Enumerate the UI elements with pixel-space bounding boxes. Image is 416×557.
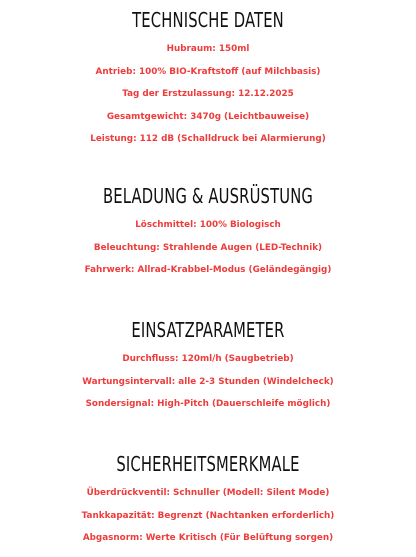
spec-line: Tankkapazität: Begrenzt (Nachtanken erforderlich) xyxy=(81,510,335,521)
spec-line: Fahrwerk: Allrad-Krabbel-Modus (Geländegängig) xyxy=(84,265,332,276)
spec-line: Hubraum: 150ml xyxy=(166,44,250,54)
spec-line: Tag der Erstzulassung: 12.12.2025 xyxy=(122,89,294,100)
spec-line: Beleuchtung: Strahlende Augen (LED-Technik) xyxy=(93,242,323,253)
section-sicherheitsmerkmale xyxy=(0,452,416,550)
spec-line: Durchfluss: 120ml/h (Saugbetrieb) xyxy=(122,354,294,364)
spec-line: Gesamtgewicht: 3470g (Leichtbauweise) xyxy=(106,111,310,122)
section-beladung-ausruestung xyxy=(0,184,416,282)
spec-line: Abgasnorm: Werte Kritisch (Für Belüftung sorgen) xyxy=(82,533,334,544)
spec-line: Löschmittel: 100% Biologisch xyxy=(135,220,281,230)
section-heading: BELADUNG & AUSRÜSTUNG xyxy=(102,184,314,208)
spec-line: Sondersignal: High-Pitch (Dauerschleife möglich) xyxy=(85,399,331,410)
spec-line: Leistung: 112 dB (Schalldruck bei Alarmierung) xyxy=(90,134,326,145)
spec-line: Antrieb: 100% BIO-Kraftstoff (auf Milchbasis) xyxy=(95,66,321,77)
section-heading: TECHNISCHE DATEN xyxy=(132,8,284,32)
section-technische-daten xyxy=(0,8,416,151)
spec-line: Überdrückventil: Schnuller (Modell: Silent Mode) xyxy=(86,488,330,498)
section-heading: SICHERHEITSMERKMALE xyxy=(116,452,300,476)
section-einsatzparameter xyxy=(0,318,416,416)
spec-line: Wartungsintervall: alle 2-3 Stunden (Windelcheck) xyxy=(82,376,334,387)
section-heading: EINSATZPARAMETER xyxy=(131,318,285,342)
